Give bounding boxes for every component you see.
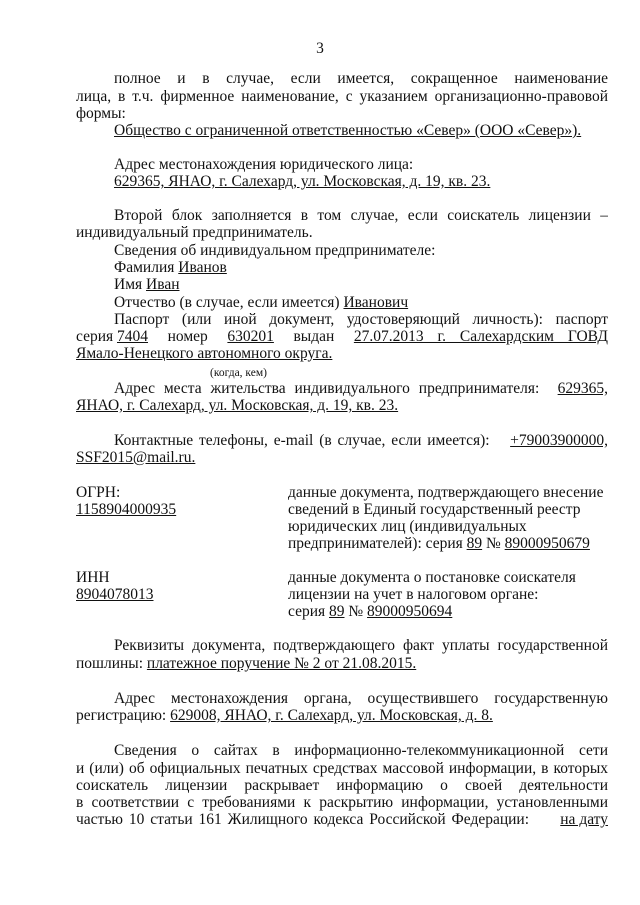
page-number: 3: [316, 40, 324, 57]
text-line: сведений в Единый государственный реестр: [288, 501, 581, 518]
inn-doc-line: серия 89 № 89000950694: [288, 603, 453, 620]
text-line: в соответствии с требованиями к раскрытию информации, установленными: [76, 794, 608, 811]
email-value: SSF2015@mail.ru.: [76, 449, 196, 466]
inn-value: 8904078013: [76, 586, 154, 603]
patronymic-value: Иванович: [343, 294, 409, 311]
name-value: Иван: [146, 276, 180, 293]
ogrn-label: ОГРН:: [76, 484, 121, 501]
text-line: данные документа о постановке соискателя: [288, 569, 576, 586]
phone-value: +79003900000,: [510, 432, 608, 449]
surname-line: Фамилия Иванов: [114, 259, 227, 276]
registration-line: регистрацию: 629008, ЯНАО, г. Салехард, ул. Московская, д. 8.: [76, 707, 493, 724]
text-line: Сведения об индивидуальном предпринимателе:: [114, 242, 436, 259]
text-line: Второй блок заполняется в том случае, если соискатель лицензии –: [114, 207, 608, 224]
ogrn-doc-line: предпринимателей): серия 89 № 89000950679: [288, 535, 590, 552]
patronymic-line: Отчество (в случае, если имеется) Иванович: [114, 294, 409, 311]
surname-value: Иванов: [178, 259, 227, 276]
contacts-line: Контактные телефоны, e-mail (в случае, если имеется): +79003900000,: [114, 432, 608, 449]
text-line: и (или) об официальных печатных средствах массовой информации, в которых: [76, 760, 608, 777]
payment-value: платежное поручение № 2 от 21.08.2015.: [146, 655, 417, 672]
ogrn-value: 1158904000935: [76, 501, 177, 518]
text-line: индивидуальный предприниматель.: [76, 224, 313, 241]
text-line: юридических лиц (индивидуальных: [288, 518, 527, 535]
passport-issuer: Ямало-Ненецкого автономного округа.: [76, 345, 333, 362]
passport-details: серия 7404 номер 630201 выдан 27.07.2013 г. Салехардским ГОВД: [76, 328, 608, 345]
payment-line: пошлины: платежное поручение № 2 от 21.08.2015.: [76, 655, 417, 672]
text-line: Сведения о сайтах в информационно-телекоммуникационной сети: [114, 742, 608, 759]
text-line: частью 10 статьи 161 Жилищного кодекса Российской Федерации: на дату: [76, 811, 608, 828]
text-line: Адрес местонахождения юридического лица:: [114, 156, 414, 173]
text-line: Адрес местонахождения органа, осуществившего государственную: [114, 690, 608, 707]
registration-address: 629008, ЯНАО, г. Салехард, ул. Московская, д. 8.: [170, 707, 493, 724]
text-line: данные документа, подтверждающего внесение: [288, 484, 604, 501]
text-line: лицензии на учет в налоговом органе:: [288, 586, 539, 603]
text-line: формы:: [76, 105, 126, 122]
inn-label: ИНН: [76, 569, 110, 586]
residence-address: ЯНАО, г. Салехард, ул. Московская, д. 19, кв. 23.: [76, 397, 399, 414]
name-line: Имя Иван: [114, 276, 180, 293]
text-line: полное и в случае, если имеется, сокращенное наименование: [114, 70, 608, 87]
text-line: Реквизиты документа, подтверждающего факт уплаты государственной: [114, 637, 608, 654]
org-address: 629365, ЯНАО, г. Салехард, ул. Московская, д. 19, кв. 23.: [114, 173, 491, 190]
org-name: Общество с ограниченной ответственностью «Север» (ООО «Север»).: [114, 122, 582, 139]
text-line: соискатель лицензии раскрывает информацию о своей деятельности: [76, 777, 608, 794]
passport-line: Паспорт (или иной документ, удостоверяющий личность): паспорт: [114, 311, 608, 328]
residence-line: Адрес места жительства индивидуального предпринимателя: 629365,: [114, 380, 608, 397]
hint-when-whom: (когда, кем): [210, 367, 267, 379]
text-line: лица, в т.ч. фирменное наименование, с указанием организационно-правовой: [76, 88, 608, 105]
